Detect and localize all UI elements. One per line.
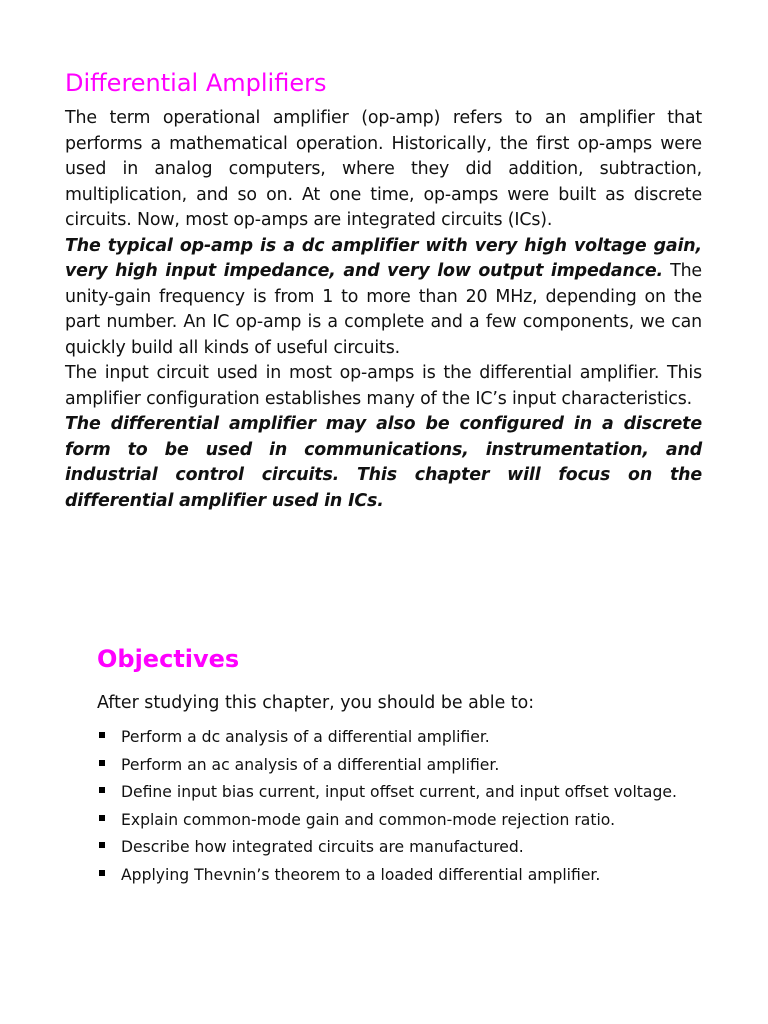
list-item (97, 807, 677, 835)
objectives-intro: After studying this chapter, you should be able to: (97, 693, 535, 713)
section-body (65, 106, 702, 514)
paragraph-intro: The term operational amplifier (op-amp) refers to an amplifier that performs a mathematical operation. Historically, the first op-amps were used in analog computers, where they did addition, subtraction, multiplication, and so on. At one time, op-amps were built as discrete circuits. Now, most op-amps are integrated circuits (ICs). (65, 108, 702, 230)
paragraph-opamp-characteristics (65, 234, 702, 362)
paragraph-opamp-text: The unity-gain frequency is from 1 to more than 20 MHz, depending on the part number. An IC op-amp is a complete and a few components, we can quickly build all kinds of useful circuits. (65, 261, 702, 358)
objective-text: Perform a dc analysis of a differential amplifier. (121, 728, 490, 746)
paragraph-input-circuit: The input circuit used in most op-amps is the differential amplifier. This amplifier configuration establishes many of the IC’s input characteristics. (65, 363, 702, 409)
objectives-list (97, 724, 677, 889)
emphasis-opamp-definition: The typical op-amp is a dc amplifier with very high voltage gain, very high input impedance, and very low output impedance. (65, 235, 702, 281)
emphasis-chapter-focus: The differential amplifier may also be configured in a discrete form to be used in communications, instrumentation, and industrial control circuits. This chapter will focus on the differential amplifier used in ICs. (65, 414, 702, 511)
square-bullet-icon (99, 760, 105, 766)
list-item (97, 752, 677, 780)
objective-text: Applying Thevnin’s theorem to a loaded differential amplifier. (121, 865, 601, 884)
list-item (97, 862, 677, 890)
square-bullet-icon (99, 870, 105, 876)
objectives-title: Objectives (97, 645, 240, 673)
objective-text: Perform an ac analysis of a differential amplifier. (121, 755, 500, 774)
square-bullet-icon (99, 815, 105, 821)
objective-text: Describe how integrated circuits are manufactured. (121, 838, 524, 856)
list-item (97, 724, 677, 752)
section-title: Differential Amplifiers (65, 69, 327, 97)
objective-text: Define input bias current, input offset current, and input offset voltage. (121, 783, 677, 801)
square-bullet-icon (99, 732, 105, 738)
objective-text: Explain common-mode gain and common-mode rejection ratio. (121, 810, 616, 829)
square-bullet-icon (99, 842, 105, 848)
list-item (97, 779, 677, 807)
square-bullet-icon (99, 787, 105, 793)
list-item (97, 834, 677, 862)
